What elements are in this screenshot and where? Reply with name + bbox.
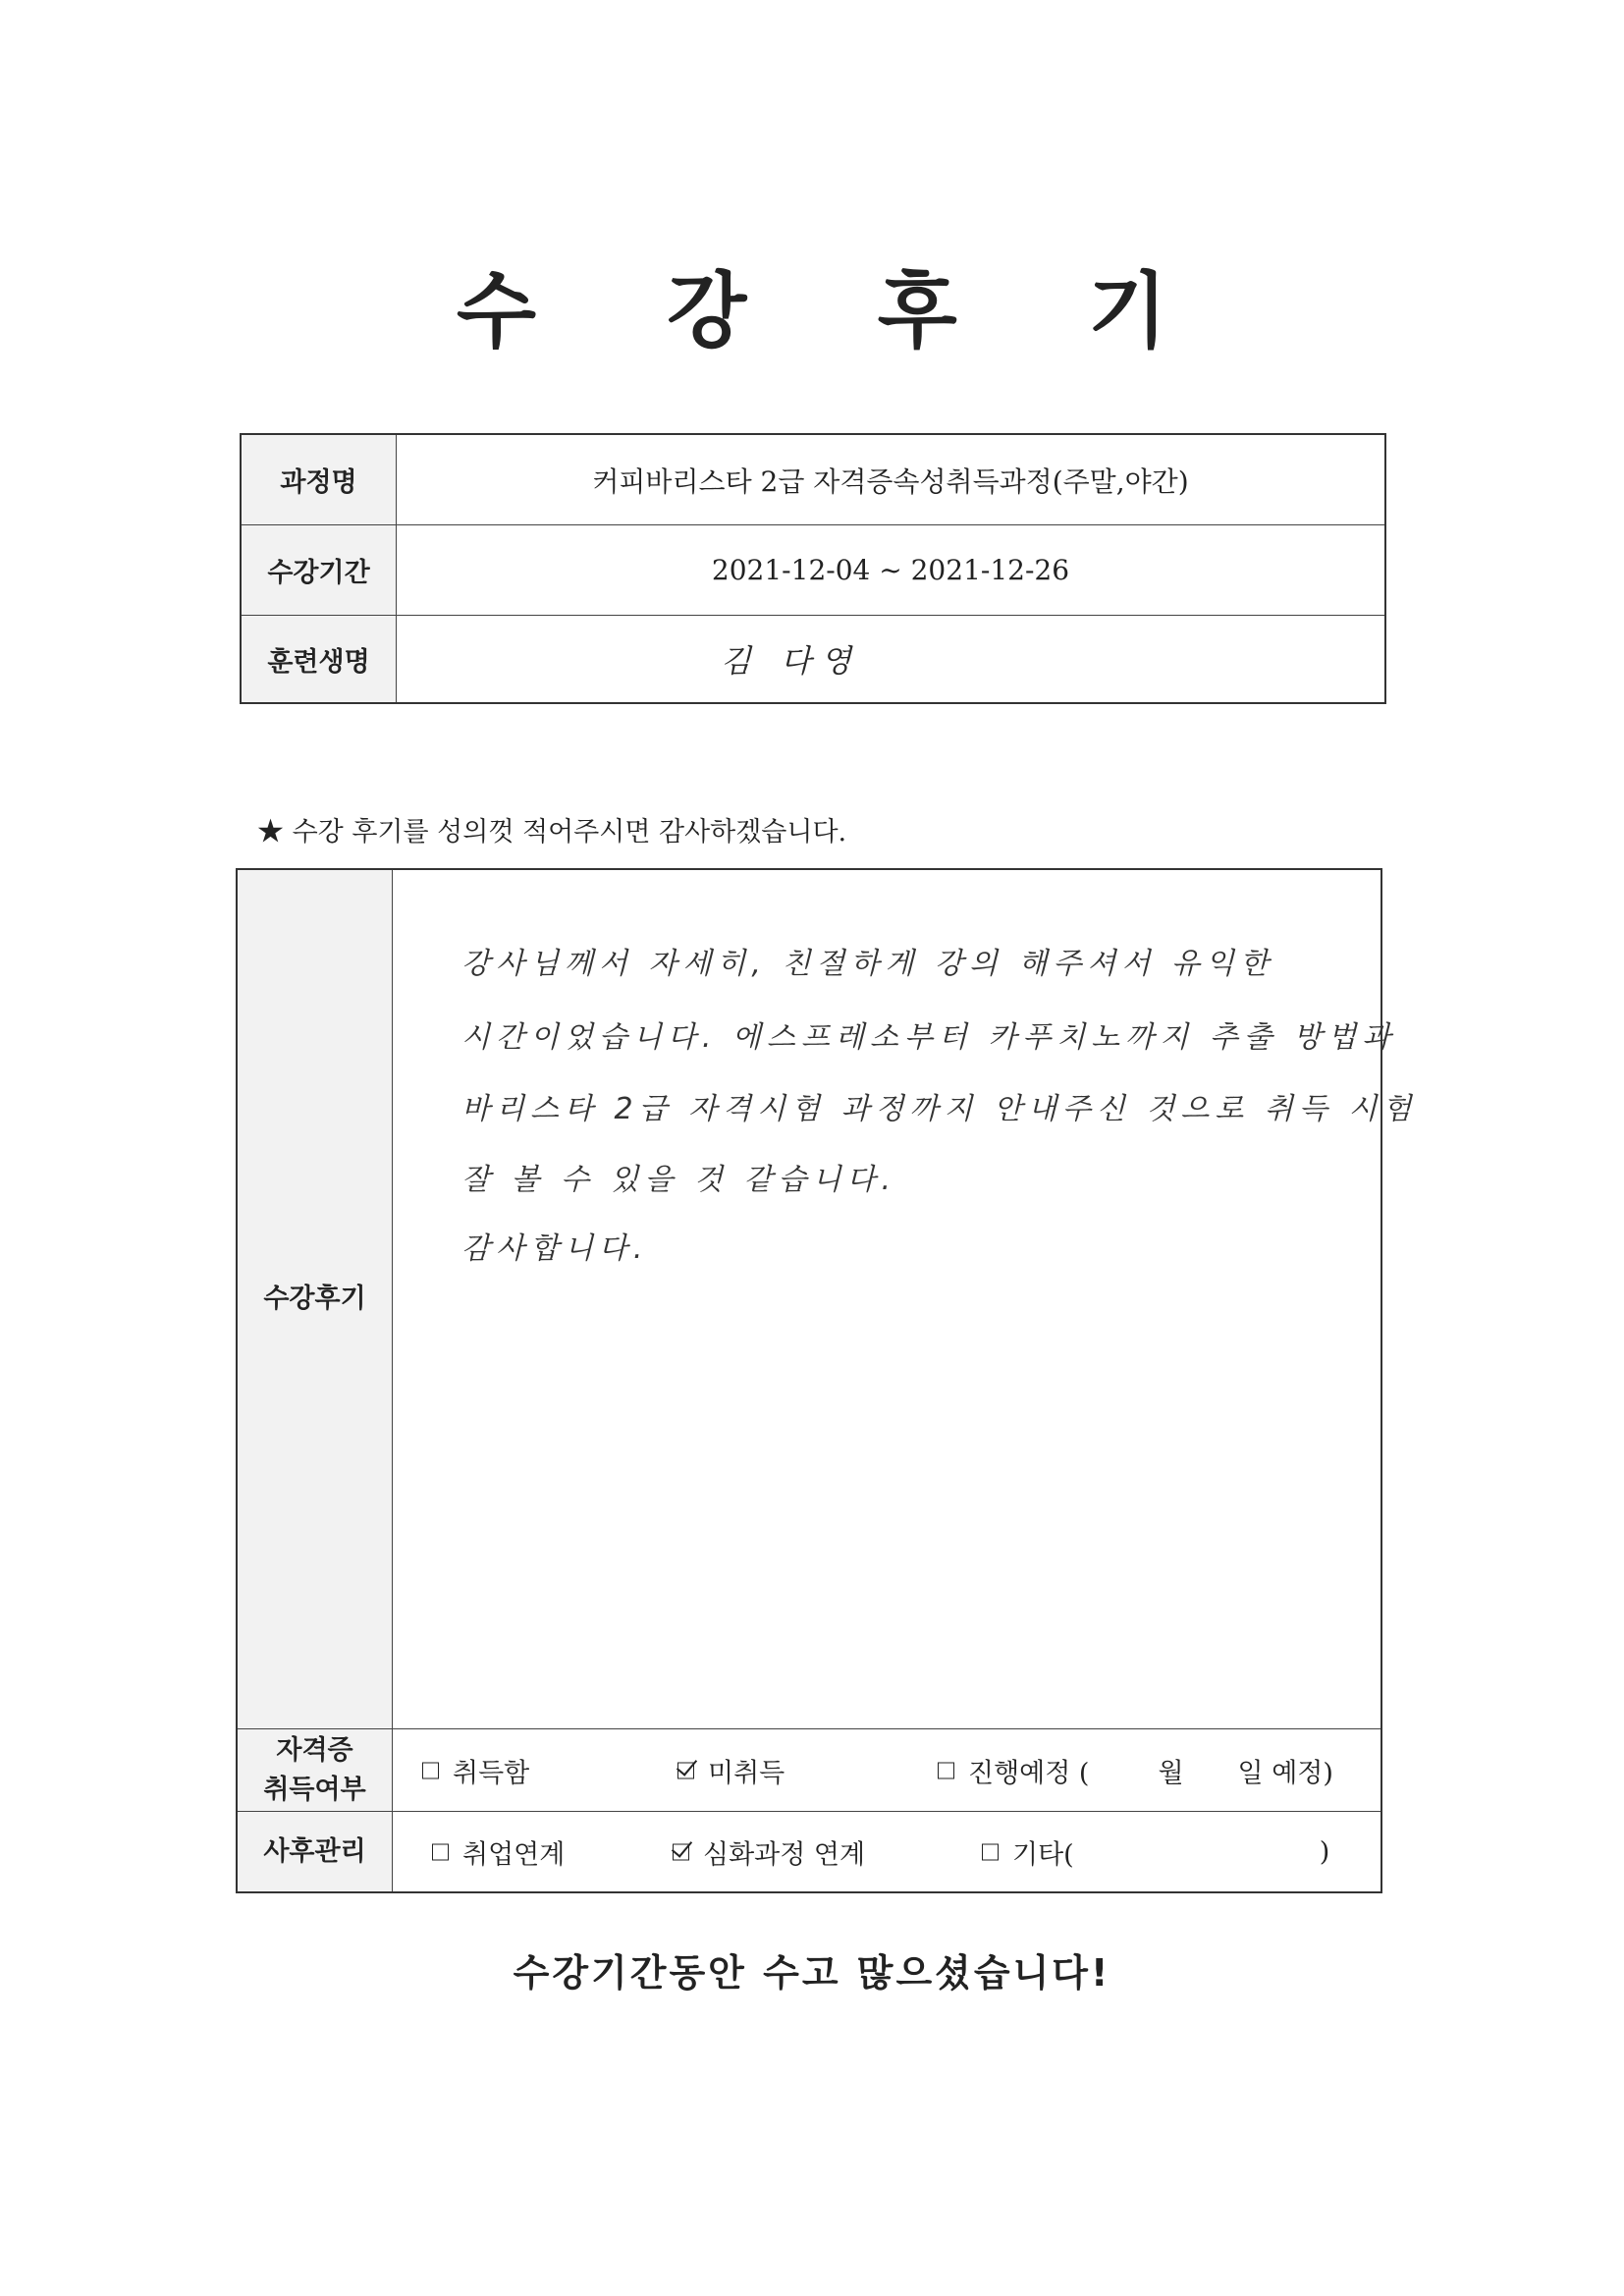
aftercare-option-label: 심화과정 연계 <box>703 1839 866 1870</box>
review-table <box>236 868 1418 1893</box>
course-value: 커피바리스타 2급 자격증속성취득과정(주말,야간) <box>592 465 1189 498</box>
aftercare-row <box>238 1812 1380 1891</box>
review-label <box>238 870 393 1728</box>
review-row <box>238 870 1418 1729</box>
cert-option-acquired[interactable] <box>422 1751 529 1789</box>
trainee-label: 훈련생명 <box>242 616 397 702</box>
aftercare-option-employment[interactable] <box>432 1832 565 1871</box>
checkbox-icon[interactable] <box>422 1762 439 1778</box>
certification-label <box>238 1729 393 1811</box>
certification-options <box>393 1729 1380 1811</box>
course-row <box>242 435 1384 525</box>
instruction-note: ★ 수강 후기를 성의껏 적어주시면 감사하겠습니다. <box>257 817 847 847</box>
aftercare-option-advanced[interactable] <box>673 1832 865 1871</box>
review-line: 시간이었습니다. 에스프레소부터 카푸치노까지 추출 방법과 <box>461 1020 1397 1055</box>
cert-option-label: 취득함 <box>453 1758 530 1788</box>
day-label: 일 예정) <box>1237 1758 1333 1788</box>
review-line: 잘 볼 수 있을 것 같습니다. <box>461 1163 897 1197</box>
aftercare-option-other[interactable] <box>982 1832 1329 1871</box>
checked-checkbox-icon[interactable] <box>677 1762 694 1778</box>
aftercare-options <box>393 1812 1380 1891</box>
trainee-row <box>242 616 1384 702</box>
cert-option-scheduled[interactable] <box>938 1751 1333 1789</box>
review-line: 바리스타 2급 자격시험 과정까지 안내주신 것으로 취득 시험 <box>461 1092 1418 1126</box>
aftercare-label-text: 사후관리 <box>263 1835 366 1867</box>
aftercare-option-label: 취업연계 <box>462 1839 566 1870</box>
document-title: 수 강 후 기 <box>456 263 1219 359</box>
month-label: 월 <box>1158 1758 1184 1788</box>
checkbox-icon[interactable] <box>938 1762 954 1778</box>
review-line: 감사합니다. <box>461 1231 649 1266</box>
review-label-text: 수강후기 <box>263 1284 366 1314</box>
certification-label-line1: 자격증 <box>276 1734 353 1766</box>
aftercare-option-label: 기타( <box>1012 1839 1074 1870</box>
cert-option-label: 미취득 <box>708 1758 785 1788</box>
info-table <box>240 433 1386 704</box>
course-label: 과정명 <box>242 435 397 524</box>
review-line: 강사님께서 자세히, 친절하게 강의 해주셔서 유익한 <box>461 947 1274 981</box>
review-text-area <box>393 870 1418 1728</box>
closing-message: 수강기간동안 수고 많으셨습니다! <box>513 1951 1111 1995</box>
period-value: 2021-12-04 ~ 2021-12-26 <box>711 554 1070 586</box>
trainee-value: 김 다영 <box>721 642 861 680</box>
checkbox-icon[interactable] <box>982 1843 999 1860</box>
cert-option-not-acquired[interactable] <box>677 1751 785 1789</box>
checkbox-icon[interactable] <box>432 1843 449 1860</box>
period-label: 수강기간 <box>242 525 397 615</box>
period-row <box>242 525 1384 616</box>
aftercare-label <box>238 1812 393 1891</box>
certification-label-line2: 취득여부 <box>263 1774 366 1805</box>
close-paren: ) <box>1319 1836 1330 1867</box>
checked-checkbox-icon[interactable] <box>673 1843 689 1860</box>
certification-row <box>238 1729 1380 1812</box>
cert-option-label: 진행예정 ( <box>968 1758 1090 1788</box>
